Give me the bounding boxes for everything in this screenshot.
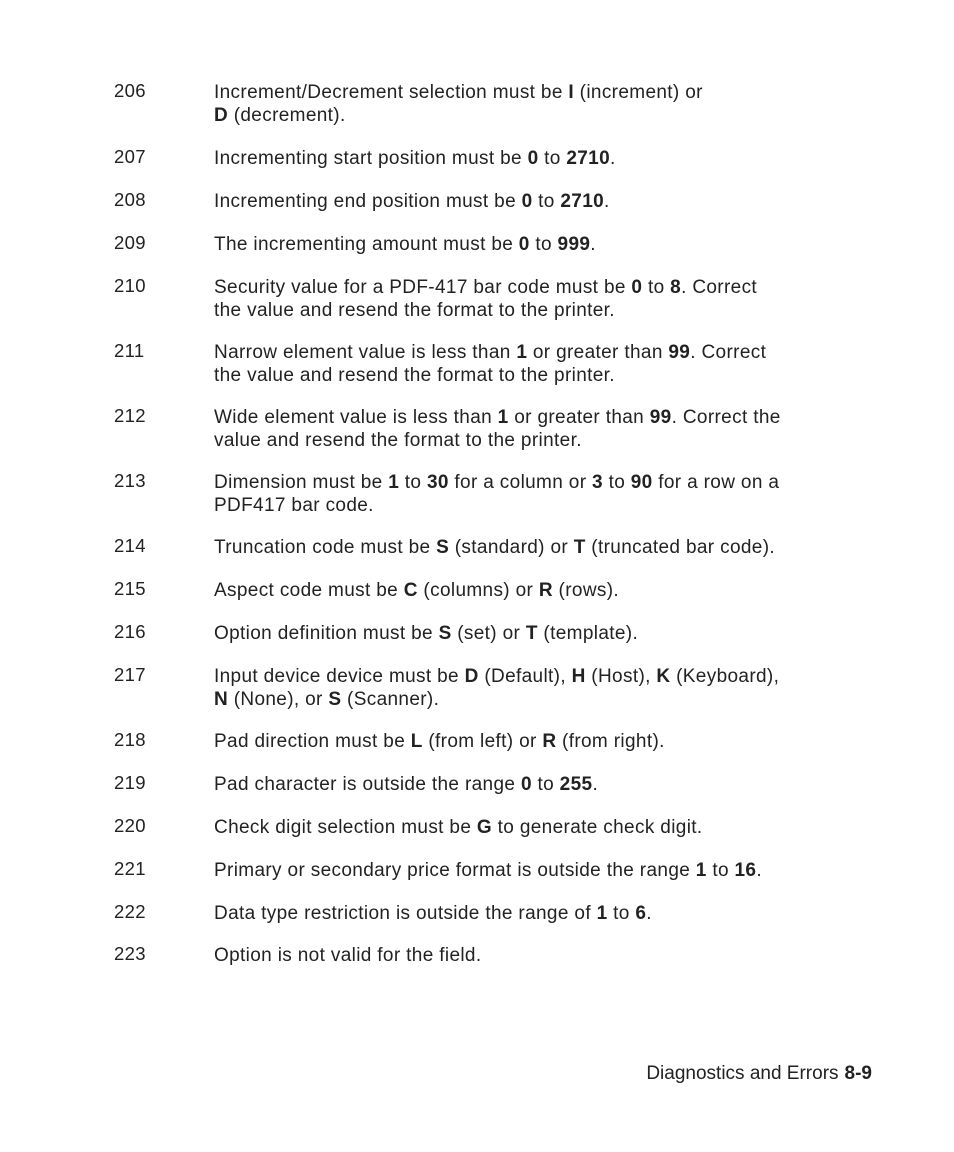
error-value-bold: 1 <box>497 407 509 428</box>
error-value-bold: 0 <box>521 191 533 212</box>
error-text-segment: (Scanner). <box>341 688 440 710</box>
error-value-bold: 30 <box>426 472 449 493</box>
error-text-segment: The incrementing amount must be <box>214 234 519 255</box>
error-description <box>214 234 874 257</box>
error-text-segment: Check digit selection must be <box>214 817 477 838</box>
error-code-number: 221 <box>114 858 146 879</box>
error-text-segment: Input device device must be <box>214 666 465 687</box>
error-text-segment: to <box>529 234 558 255</box>
error-text-segment: Aspect code must be <box>214 580 404 601</box>
error-code-number: 206 <box>114 80 146 101</box>
error-value-bold: C <box>403 580 418 601</box>
error-text-segment: Wide element value is less than <box>214 407 498 428</box>
error-entry <box>114 580 874 623</box>
error-text-segment: value and resend the format to the printer. <box>214 429 582 451</box>
error-code-number: 210 <box>114 275 146 296</box>
error-text-segment: (rows). <box>552 580 620 601</box>
error-text-segment: for a row on a <box>652 472 780 493</box>
error-text-segment: . <box>756 860 762 881</box>
error-value-bold: T <box>525 623 538 644</box>
error-description <box>214 666 874 711</box>
error-entry <box>114 537 874 580</box>
error-text-segment: . <box>646 903 652 924</box>
error-text-segment: (increment) or <box>574 82 703 103</box>
error-description <box>214 537 874 560</box>
error-value-bold: 999 <box>557 234 591 255</box>
error-description <box>214 623 874 646</box>
error-value-bold: 3 <box>592 472 603 493</box>
error-text-segment: Truncation code must be <box>214 537 437 558</box>
footer-section-title: Diagnostics and Errors <box>646 1063 839 1084</box>
error-text-segment: Data type restriction is outside the range of <box>214 903 597 924</box>
error-value-bold: 2710 <box>566 148 610 169</box>
error-text-segment: to <box>399 472 427 493</box>
error-text-segment: (columns) or <box>417 580 539 601</box>
error-text-segment: or greater than <box>508 407 650 428</box>
error-entry <box>114 623 874 666</box>
error-description <box>214 580 874 603</box>
error-entry <box>114 82 874 148</box>
error-value-bold: H <box>571 666 586 687</box>
error-value-bold: 255 <box>559 774 593 795</box>
error-entry <box>114 817 874 860</box>
error-text-segment: . <box>590 234 596 255</box>
error-description <box>214 277 874 322</box>
error-entry <box>114 774 874 817</box>
error-text-segment: to <box>607 903 636 924</box>
error-text-segment: to <box>602 472 631 493</box>
error-text-segment: to <box>538 148 567 169</box>
error-value-bold: D <box>214 104 229 126</box>
error-code-number: 207 <box>114 146 146 167</box>
error-text-segment: Option definition must be <box>214 623 439 644</box>
error-value-bold: 1 <box>388 472 400 493</box>
error-description <box>214 148 874 171</box>
error-value-bold: 99 <box>649 407 672 428</box>
error-text-segment: (Keyboard), <box>670 666 780 687</box>
error-value-bold: S <box>438 623 452 644</box>
error-code-list <box>114 82 874 967</box>
error-text-segment: Option is not valid for the field. <box>214 945 482 966</box>
error-value-bold: 0 <box>520 774 532 795</box>
error-value-bold: 6 <box>635 903 647 924</box>
error-text-segment: (None), or <box>228 688 329 710</box>
error-value-bold: R <box>542 731 557 752</box>
error-entry <box>114 148 874 191</box>
error-value-bold: 0 <box>527 148 539 169</box>
error-value-bold: 8 <box>670 277 682 298</box>
error-text-segment: . <box>604 191 610 212</box>
error-code-number: 218 <box>114 729 146 750</box>
error-text-segment: (standard) or <box>449 537 574 558</box>
error-text-segment: Increment/Decrement selection must be <box>214 82 569 103</box>
error-text-segment: the value and resend the format to the printer. <box>214 299 615 321</box>
error-text-segment: to generate check digit. <box>492 817 703 838</box>
error-description <box>214 407 874 452</box>
error-value-bold: 1 <box>596 903 608 924</box>
error-text-segment: Narrow element value is less than <box>214 342 517 363</box>
error-text-segment: (decrement). <box>228 104 346 126</box>
error-value-bold: N <box>214 688 229 710</box>
error-text-segment: Pad character is outside the range <box>214 774 521 795</box>
error-value-bold: 1 <box>516 342 528 363</box>
error-text-segment: . <box>592 774 599 795</box>
error-code-number: 209 <box>114 232 146 253</box>
error-text-segment: for a column or <box>448 472 593 493</box>
error-value-bold: K <box>656 666 671 687</box>
error-code-number: 219 <box>114 772 146 793</box>
error-value-bold: D <box>464 666 479 687</box>
error-text-segment: . <box>609 148 616 169</box>
error-value-bold: 99 <box>668 342 691 363</box>
error-value-bold: T <box>573 537 586 558</box>
error-text-segment: the value and resend the format to the printer. <box>214 364 615 386</box>
error-text-segment: Dimension must be <box>214 472 389 493</box>
error-text-segment: to <box>531 774 560 795</box>
error-entry <box>114 666 874 731</box>
error-code-number: 222 <box>114 901 146 922</box>
error-entry <box>114 860 874 903</box>
error-text-segment: Pad direction must be <box>214 731 411 752</box>
error-code-number: 220 <box>114 815 146 836</box>
error-entry <box>114 731 874 774</box>
error-entry <box>114 903 874 945</box>
error-entry <box>114 472 874 537</box>
error-description <box>214 774 874 797</box>
error-value-bold: S <box>328 688 342 710</box>
error-entry <box>114 945 874 967</box>
error-text-segment: . Correct the <box>671 407 781 428</box>
error-code-number: 217 <box>114 664 146 685</box>
error-text-segment: Security value for a PDF-417 bar code must be <box>214 277 632 298</box>
error-code-number: 223 <box>114 943 146 964</box>
error-value-bold: G <box>476 817 493 838</box>
error-entry <box>114 191 874 234</box>
error-text-segment: . Correct <box>681 277 758 298</box>
error-text-segment: (set) or <box>451 623 526 644</box>
error-description <box>214 731 874 754</box>
error-value-bold: 0 <box>518 234 530 255</box>
error-entry <box>114 234 874 277</box>
error-value-bold: R <box>538 580 553 601</box>
error-value-bold: 1 <box>695 860 707 881</box>
error-description <box>214 860 874 883</box>
error-text-segment: . Correct <box>690 342 767 363</box>
error-description <box>214 817 874 840</box>
error-code-number: 216 <box>114 621 146 642</box>
error-code-number: 214 <box>114 535 146 556</box>
error-text-segment: (truncated bar code). <box>585 537 776 558</box>
error-text-segment: Incrementing end position must be <box>214 191 522 212</box>
error-description <box>214 945 874 968</box>
error-description <box>214 472 874 517</box>
error-entry <box>114 277 874 342</box>
error-description <box>214 903 874 926</box>
page-footer <box>646 1063 872 1085</box>
error-code-number: 213 <box>114 470 146 491</box>
error-entry <box>114 407 874 472</box>
error-text-segment: (Host), <box>585 666 657 687</box>
error-description <box>214 342 874 387</box>
page-number: 8-9 <box>844 1063 872 1084</box>
error-text-segment: or greater than <box>527 342 669 363</box>
error-value-bold: 2710 <box>560 191 605 212</box>
error-text-segment: to <box>706 860 735 881</box>
error-text-segment: Incrementing start position must be <box>214 148 528 169</box>
error-text-segment: (from right). <box>556 731 665 752</box>
error-code-number: 212 <box>114 405 146 426</box>
error-text-segment: (from left) or <box>422 731 543 752</box>
error-text-segment: (template). <box>537 623 639 644</box>
error-value-bold: 90 <box>630 472 653 493</box>
error-text-segment: Primary or secondary price format is outside the range <box>214 860 696 881</box>
error-value-bold: 16 <box>734 860 757 881</box>
error-value-bold: L <box>410 731 423 752</box>
error-value-bold: 0 <box>631 277 643 298</box>
error-entry <box>114 342 874 407</box>
error-code-number: 208 <box>114 189 146 210</box>
error-code-number: 211 <box>114 340 145 361</box>
error-text-segment: to <box>532 191 561 212</box>
error-value-bold: S <box>436 537 450 558</box>
error-text-segment: (Default), <box>478 666 572 687</box>
error-description <box>214 82 874 127</box>
error-text-segment: PDF417 bar code. <box>214 494 374 516</box>
error-value-bold: I <box>568 82 575 103</box>
error-text-segment: to <box>642 277 671 298</box>
error-description <box>214 191 874 214</box>
error-code-number: 215 <box>114 578 146 599</box>
